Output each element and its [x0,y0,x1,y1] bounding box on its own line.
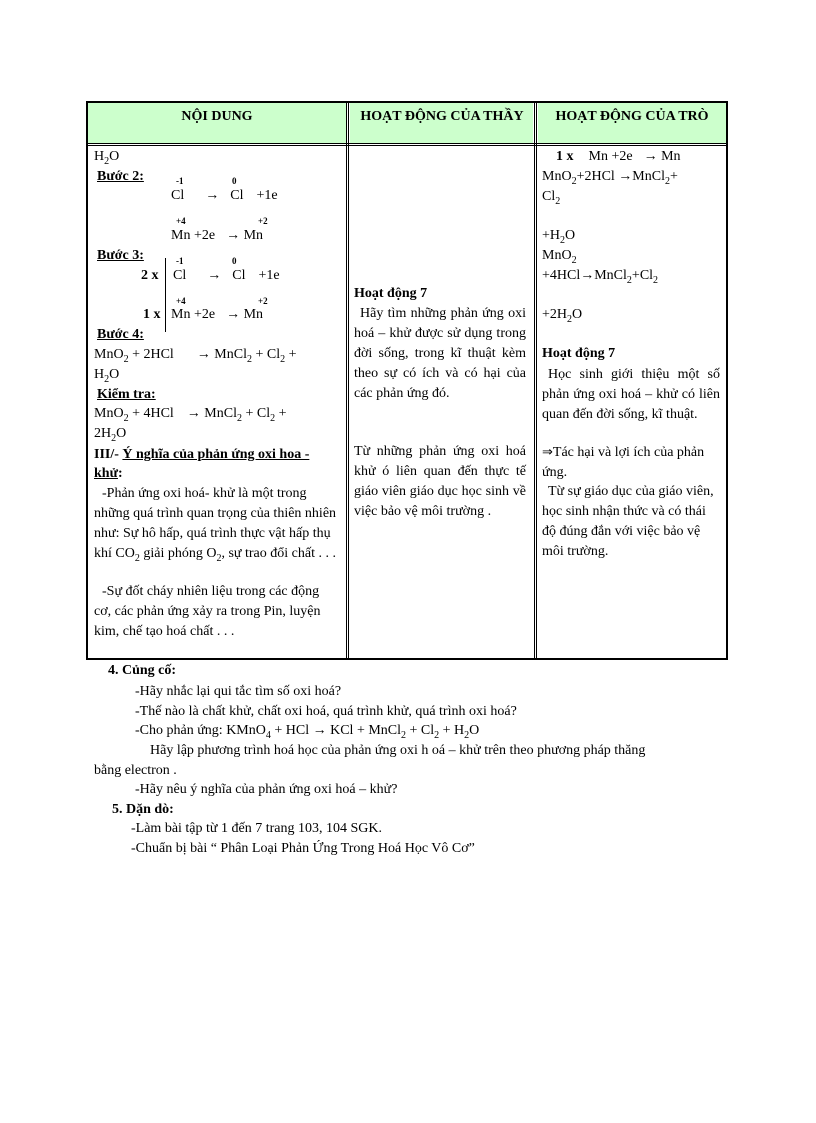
section4-q5: -Hãy nêu ý nghĩa của phản ứng oxi hoá – khử? [135,782,398,797]
section4-q1: -Hãy nhắc lại qui tắc tìm số oxi hoá? [135,684,342,699]
col3-paragraph-1: Học sinh giới thiệu một số phản ứng oxi hoá – khử có liên quan đến đời sống, kĩ thuật. [542,367,720,422]
cl-eq-2: Cl → Cl +1e [173,268,280,283]
ox-state-mn-left-2: +4 [176,296,186,306]
arrow-icon: → [618,169,633,184]
section3-paragraph-2: -Sự đốt cháy nhiên liệu trong các động cơ, các phản ứng xảy ra trong Pin, luyện kim, chế tạo hoá chất . . . [94,584,321,639]
coef-2x: 2 x [141,268,159,283]
ox-state-cl-right-2: 0 [232,256,237,266]
col3-activity-title: Hoạt động 7 [542,346,616,361]
col3-line-3: $Cl_2$ [542,189,561,207]
buoc3-label: Bước 3: [97,248,144,263]
ox-state-mn-right-2: +2 [258,296,268,306]
section4-q4: Hãy lập phương trình hoá học của phản ứng oxi h oá – khử trên theo phương pháp thăng [150,743,646,758]
col3-line-6: $+4HCl\to MnCl_2+Cl_2$ [542,268,659,286]
ox-state-cl-right: 0 [232,176,237,186]
equation-buoc4-cont: $H_2O$ [94,367,120,385]
col2-activity-title: Hoạt động 7 [354,286,428,301]
ox-state-cl-left: -1 [176,176,184,186]
mn-eq-2: Mn +2e → Mn [171,307,264,322]
section4-q4-cont: bằng electron . [94,763,177,778]
column-divider-2 [534,101,539,660]
h2o-line: $H_2O$ [94,149,120,167]
coef-1x: 1 x [143,307,161,322]
section4-q3: -Cho phản ứng: KMnO$_4$ + HCl → KCl + MnCl$_2$ + $Cl_2 + H_2O$ [135,723,480,741]
arrow-icon: → [580,268,595,283]
section3-paragraph-1: -Phản ứng oxi hoá- khử là một trong những quá trình quan trọng của thiên nhiên như: Sự hô hấp, quá trình thực vật hấp thụ khí $CO_2$ giải phóng $O_2$, sự trao đổi chất . . . [94,486,337,564]
buoc2-label: Bước 2: [97,169,144,184]
equation-buoc4: MnO$_2$ + 2HCl → MnCl$_2$ + $Cl_2$ + [94,347,297,365]
header-hoat-dong-thay: HOẠT ĐỘNG CỦA THẦY [360,109,524,124]
arrow-icon: → [226,228,241,243]
cl-eq-1: Cl → Cl +1e [171,188,278,203]
double-arrow-icon: ⇒ [542,445,553,460]
col3-line-1: 1 x Mn +2e → Mn [556,149,681,164]
buoc4-label: Bước 4: [97,327,144,342]
arrow-icon: → [207,268,222,283]
equation-kiem-tra: MnO$_2$ + 4HCl → MnCl$_2$ + $Cl_2$ + [94,406,287,424]
col3-line-4: $+H_2O$ [542,228,576,246]
header-hoat-dong-tro: HOẠT ĐỘNG CỦA TRÒ [555,109,709,124]
equation-kiem-tra-cont: $2H_2O$ [94,426,127,444]
header-noi-dung: NỘI DUNG [181,109,253,124]
col3-line-5: MnO$_2$ [542,248,577,266]
arrow-icon: → [205,188,220,203]
col3-line-2: MnO$_2$+2HCl →MnCl$_2$+ [542,169,678,187]
mn-eq-1: Mn +2e → Mn [171,228,264,243]
section5-title: 5. Dặn dò: [112,802,174,817]
col3-line-7: $+2H_2O$ [542,307,583,325]
col3-paragraph-3: Từ sự giáo dục của giáo viên, học sinh nhận thức và có thái độ đúng đắn với việc bảo vệ môi trường. [542,484,714,559]
arrow-icon: → [186,406,201,421]
section4-q2: -Thế nào là chất khử, chất oxi hoá, quá trình khử, quá trình oxi hoá? [135,704,517,719]
arrow-icon: → [226,307,241,322]
col2-paragraph-2: Từ những phản ứng oxi hoá khử ó liên quan đến thực tế giáo viên giáo dục học sinh về việc bảo vệ môi trường . [354,444,526,519]
section3-title: III/- Ý nghĩa của phản ứng oxi hoa - khử: [94,447,310,481]
section5-l2: -Chuẩn bị bài “ Phân Loại Phản Ứng Trong Hoá Học Vô Cơ” [131,841,475,856]
ox-state-cl-left-2: -1 [176,256,184,266]
column-divider-1 [346,101,351,660]
bracket-line [165,258,166,332]
arrow-icon: → [643,149,658,164]
col2-paragraph-1: Hãy tìm những phản ứng oxi hoá – khử được sử dụng trong đời sống, trong kĩ thuật kèm theo sự có ích và có hại của các phản ứng đó. [354,306,526,401]
ox-state-mn-left: +4 [176,216,186,226]
kiem-tra-label: Kiểm tra: [97,387,156,402]
section5-l1: -Làm bài tập từ 1 đến 7 trang 103, 104 SGK. [131,821,382,836]
col3-paragraph-2: ⇒Tác hại và lợi ích của phản ứng. [542,445,705,480]
header-divider [86,143,728,146]
arrow-icon: → [196,347,211,362]
arrow-icon: → [312,723,327,738]
ox-state-mn-right: +2 [258,216,268,226]
section4-title: 4. Củng cố: [108,663,177,678]
